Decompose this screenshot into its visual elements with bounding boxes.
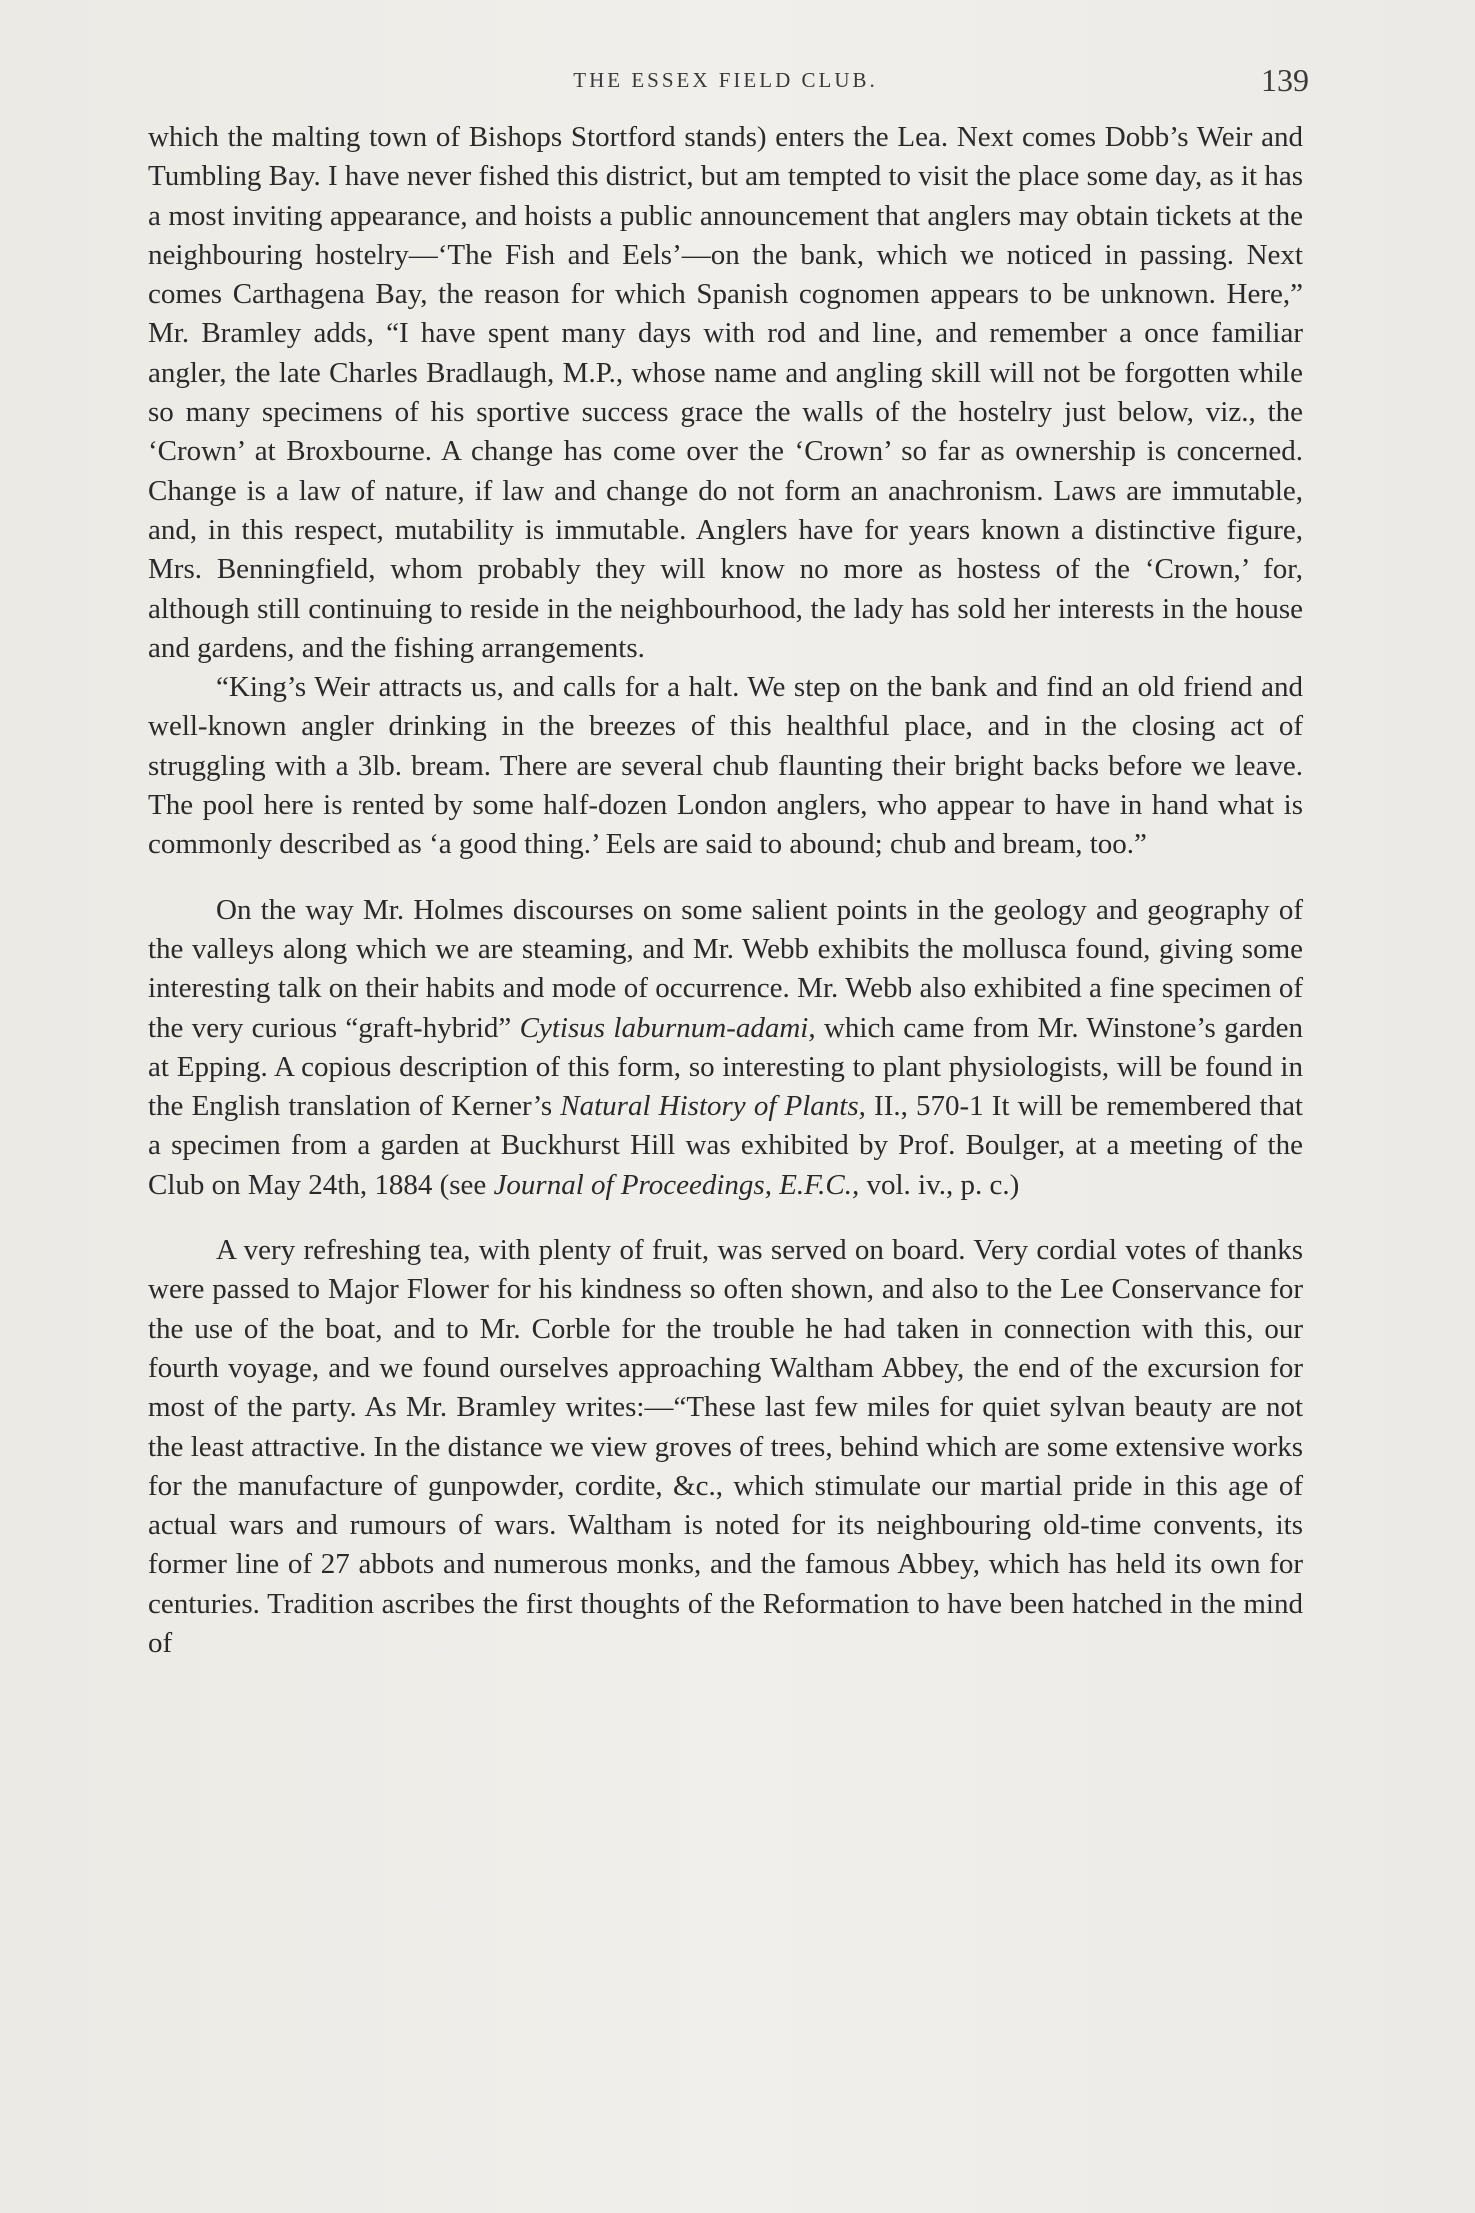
italic-journal-title: Journal of Proceedings, E.F.C., — [493, 1168, 860, 1201]
body-text — [148, 118, 1303, 1663]
page-number: 139 — [1261, 62, 1309, 98]
text-segment: II., 570-1 It will be remembered that a specimen from a garden at Buckhurst Hill was exhibited by Prof. Boulger, at a meeting of the Club on May 24th, 1884 (see — [148, 1090, 1303, 1201]
italic-book-title: Natural History of Plants, — [560, 1090, 866, 1123]
paragraph-kings-weir: “King’s Weir attracts us, and calls for a halt. We step on the bank and find an old friend and well-known angler drinking in the breezes of this healthful place, and in the closing act of struggling with a 3lb. bream. There are several chub flaunting their bright backs before we leave. The pool here is rented by some half-dozen London anglers, who appear to have in hand what is commonly described as ‘a good thing.’ Eels are said to abound; chub and bream, too.” — [148, 671, 1303, 861]
text-segment: On the way Mr. Holmes discourses on some salient points in the geology and geography of the valleys along which we are steaming, and Mr. Webb exhibits the mollusca found, giving some interesting talk on their habits and mode of occurrence. Mr. Webb also exhibited a fine specimen of the very curious “graft-hybrid” — [148, 893, 1303, 1044]
paragraph-geology — [148, 891, 1303, 1205]
running-head — [148, 62, 1309, 102]
running-title: THE ESSEX FIELD CLUB. — [573, 68, 878, 92]
paragraph-continued: which the malting town of Bishops Stortford stands) enters the Lea. Next comes Dobb’s Weir and Tumbling Bay. I have never fished this district, but am tempted to visit the place some day, as it has a most inviting appearance, and hoists a public announcement that anglers may obtain tickets at the neighbouring hostelry—‘The Fish and Eels’—on the bank, which we noticed in passing. Next comes Carthagena Bay, the reason for which Spanish cognomen appears to be unknown. Here,” Mr. Bramley adds, “I have spent many days with rod and line, and remember a once familiar angler, the late Charles Bradlaugh, M.P., whose name and angling skill will not be forgotten while so many specimens of his sportive success grace the walls of the hostelry just below, viz., the ‘Crown’ at Broxbourne. A change has come over the ‘Crown’ so far as ownership is concerned. Change is a law of nature, if law and change do not form an anachronism. Laws are immutable, and, in this respect, mutability is immutable. Anglers have for years known a distinctive figure, Mrs. Benningfield, whom probably they will know no more as hostess of the ‘Crown,’ for, although still continuing to reside in the neighbourhood, the lady has sold her interests in the house and gardens, and the fishing arrangements. — [148, 121, 1303, 664]
text-segment: which came from Mr. Winstone’s garden at Epping. A copious description of this form, so interesting to plant physiologists, will be found in the English translation of Kerner’s — [148, 1011, 1304, 1123]
text-segment: vol. iv., p. c.) — [859, 1168, 1020, 1201]
italic-species-name: Cytisus laburnum-adami, — [519, 1011, 816, 1044]
paragraph-tea: A very refreshing tea, with plenty of fruit, was served on board. Very cordial votes of thanks were passed to Major Flower for his kindness so often shown, and also to the Lee Conservance for the use of the boat, and to Mr. Corble for the trouble he had taken in connection with this, our fourth voyage, and we found ourselves approaching Waltham Abbey, the end of the excursion for most of the party. As Mr. Bramley writes:—“These last few miles for quiet sylvan beauty are not the least attractive. In the distance we view groves of trees, behind which are some extensive works for the manufacture of gunpowder, cordite, &c., which stimulate our martial pride in this age of actual wars and rumours of wars. Waltham is noted for its neighbouring old-time convents, its former line of 27 abbots and numerous monks, and the famous Abbey, which has held its own for centuries. Tradition ascribes the first thoughts of the Reformation to have been hatched in the mind of — [148, 1234, 1303, 1659]
